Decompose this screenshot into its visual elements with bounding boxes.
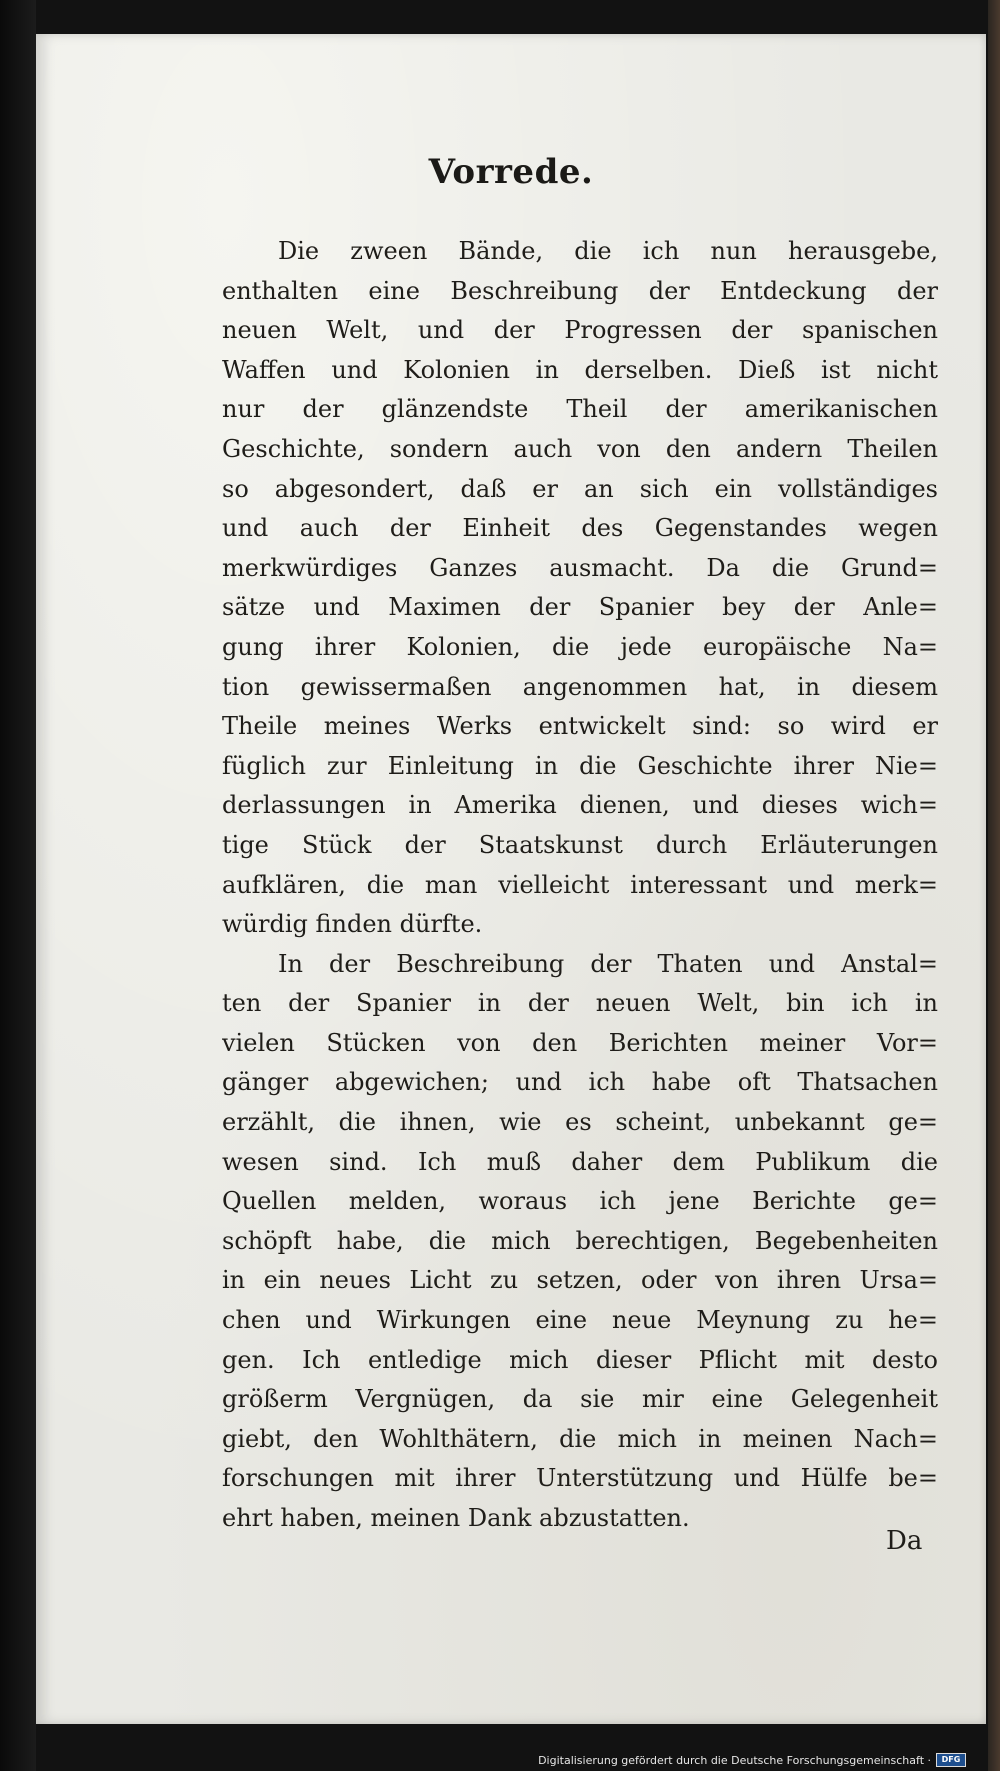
text-line: In der Beschreibung der Thaten und Anstal= <box>278 949 938 978</box>
text-line: gen. Ich entledige mich dieser Pflicht mit desto <box>222 1345 938 1374</box>
text-line: ehrt haben, meinen Dank abzustatten. <box>222 1504 690 1532</box>
text-line: aufklären, die man vielleicht interessant und merk= <box>222 870 938 899</box>
text-line: enthalten eine Beschreibung der Entdeckung der <box>222 276 938 305</box>
book-edge-right <box>988 0 1000 1771</box>
text-line: gänger abgewichen; und ich habe oft Thatsachen <box>222 1068 938 1097</box>
text-line: merkwürdiges Ganzes ausmacht. Da die Grund= <box>222 553 938 582</box>
digitization-credit <box>538 1753 966 1767</box>
text-line: größerm Vergnügen, da sie mir eine Gelegenheit <box>222 1385 938 1414</box>
text-line: ten der Spanier in der neuen Welt, bin ich in <box>222 989 938 1018</box>
text-line: tion gewissermaßen angenommen hat, in diesem <box>222 672 938 701</box>
text-line: gung ihrer Kolonien, die jede europäische Na= <box>222 632 938 661</box>
text-line: Theile meines Werks entwickelt sind: so wird er <box>222 712 938 741</box>
credit-text: Digitalisierung gefördert durch die Deutsche Forschungsgemeinschaft · <box>538 1753 931 1767</box>
dfg-logo: DFG <box>936 1753 966 1767</box>
text-line: in ein neues Licht zu setzen, oder von ihren Ursa= <box>222 1266 938 1295</box>
text-line: und auch der Einheit des Gegenstandes wegen <box>222 514 938 543</box>
body-text <box>222 232 938 1539</box>
text-line: schöpft habe, die mich berechtigen, Begebenheiten <box>222 1226 938 1255</box>
text-line: tige Stück der Staatskunst durch Erläuterungen <box>222 830 938 859</box>
text-line: forschungen mit ihrer Unterstützung und Hülfe be= <box>222 1464 938 1493</box>
catchword: Da <box>886 1526 923 1556</box>
book-binding-left <box>0 0 36 1771</box>
text-line: Die zween Bände, die ich nun herausgebe, <box>278 237 938 265</box>
paragraph-1 <box>222 232 938 945</box>
text-line: sätze und Maximen der Spanier bey der Anle= <box>222 593 938 622</box>
text-line: chen und Wirkungen eine neue Meynung zu he= <box>222 1306 938 1335</box>
text-line: so abgesondert, daß er an sich ein vollständiges <box>222 474 938 503</box>
text-line: füglich zur Einleitung in die Geschichte ihrer Nie= <box>222 751 938 780</box>
text-line: nur der glänzendste Theil der amerikanischen <box>222 395 938 424</box>
text-line: wesen sind. Ich muß daher dem Publikum die <box>222 1147 938 1176</box>
text-line: vielen Stücken von den Berichten meiner Vor= <box>222 1028 938 1057</box>
text-line: derlassungen in Amerika dienen, und dieses wich= <box>222 791 938 820</box>
page-title: Vorrede. <box>428 152 594 192</box>
text-line: würdig finden dürfte. <box>222 910 483 939</box>
text-line: Quellen melden, woraus ich jene Berichte ge= <box>222 1187 938 1216</box>
scanned-page <box>36 34 986 1724</box>
text-line: Geschichte, sondern auch von den andern Theilen <box>222 434 938 463</box>
text-line: neuen Welt, und der Progressen der spanischen <box>222 316 938 345</box>
text-line: erzählt, die ihnen, wie es scheint, unbekannt ge= <box>222 1108 938 1137</box>
text-line: Waffen und Kolonien in derselben. Dieß ist nicht <box>222 355 938 384</box>
paragraph-2 <box>222 945 938 1539</box>
text-line: giebt, den Wohlthätern, die mich in meinen Nach= <box>222 1424 938 1453</box>
